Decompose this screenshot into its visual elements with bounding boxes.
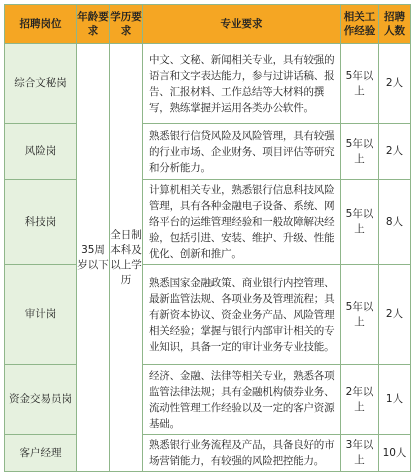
major-requirement-cell: 熟悉银行信贷风险及风险管理，具有较强的行业市场、企业财务、项目评估等研究和分析能力。	[143, 124, 341, 180]
major-requirement-cell: 经济、金融、法律等相关专业，熟悉各项监管法律法规；具有金融机构债券业务、流动性管理工作经验以及一定的客户资源基础。	[143, 365, 341, 435]
major-requirement-cell: 计算机相关专业，熟悉银行信息科技风险管理，具有各种金融电子设备、系统、网络平台的运维管理经验和一般故障解决经验，包括引进、安装、维护、升级、性能优化、创新和推广。	[143, 180, 341, 265]
count-cell: 1人	[379, 365, 411, 435]
count-cell: 2人	[379, 265, 411, 365]
table-row	[5, 365, 411, 435]
table-row	[5, 124, 411, 180]
education-requirement-cell: 全日制本科及以上学历	[110, 44, 143, 472]
experience-cell: 5年以上	[341, 124, 379, 180]
position-cell: 综合文秘岗	[5, 44, 77, 124]
age-requirement-cell: 35周岁以下	[77, 44, 110, 472]
position-cell: 科技岗	[5, 180, 77, 265]
major-requirement-cell: 熟悉银行业务流程及产品，具备良好的市场营销能力，有较强的风险把控能力。	[143, 435, 341, 472]
count-cell: 2人	[379, 44, 411, 124]
position-cell: 风险岗	[5, 124, 77, 180]
header-experience: 相关工作经验	[341, 5, 379, 44]
position-cell: 审计岗	[5, 265, 77, 365]
recruitment-table-wrapper	[4, 4, 411, 472]
experience-cell: 2年以上	[341, 365, 379, 435]
experience-cell: 5年以上	[341, 180, 379, 265]
table-row	[5, 435, 411, 472]
table-row	[5, 265, 411, 365]
table-row	[5, 44, 411, 124]
header-major: 专业要求	[143, 5, 341, 44]
table-row	[5, 180, 411, 265]
header-row	[5, 5, 411, 44]
position-cell: 资金交易员岗	[5, 365, 77, 435]
recruitment-table	[4, 4, 411, 472]
position-cell: 客户经理	[5, 435, 77, 472]
header-education: 学历要求	[110, 5, 143, 44]
experience-cell: 5年以上	[341, 44, 379, 124]
header-count: 招聘人数	[379, 5, 411, 44]
header-position: 招聘岗位	[5, 5, 77, 44]
major-requirement-cell: 中文、文秘、新闻相关专业，具有较强的语言和文字表达能力，参与过讲话稿、报告、汇报材料、工作总结等大材料的撰写，熟练掌握并运用各类办公软件。	[143, 44, 341, 124]
experience-cell: 5年以上	[341, 265, 379, 365]
header-age: 年龄要求	[77, 5, 110, 44]
count-cell: 2人	[379, 124, 411, 180]
count-cell: 10人	[379, 435, 411, 472]
major-requirement-cell: 熟悉国家金融政策、商业银行内控管理、最新监管法规、各项业务及管理流程；具有新资本协议、资金业务产品、风险管理相关经验；掌握与银行内部审计相关的专业知识，具备一定的审计业务专业技能。	[143, 265, 341, 365]
experience-cell: 3年以上	[341, 435, 379, 472]
count-cell: 8人	[379, 180, 411, 265]
